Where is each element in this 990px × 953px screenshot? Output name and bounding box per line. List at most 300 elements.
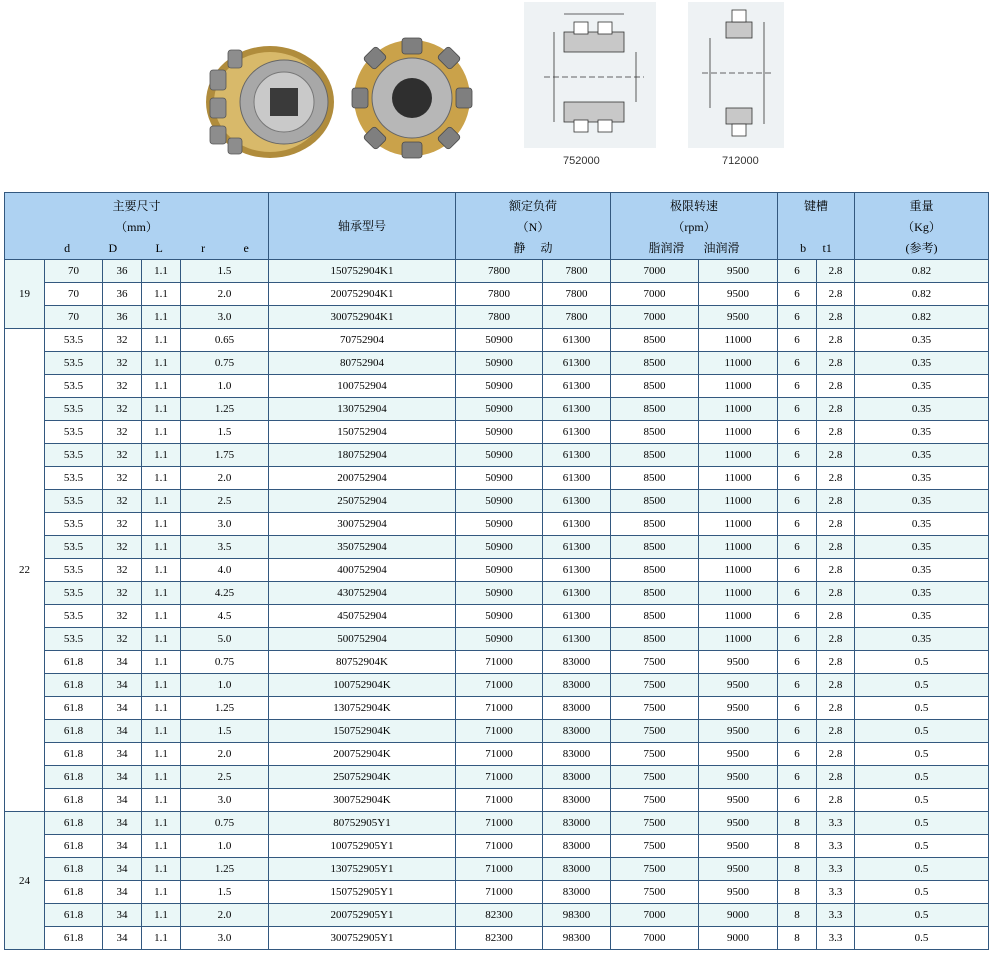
table-row	[5, 720, 989, 743]
cell-static-load: 71000	[456, 881, 543, 904]
cell-D: 61.8	[45, 789, 103, 812]
cell-L: 32	[103, 513, 142, 536]
cell-D: 61.8	[45, 743, 103, 766]
cell-key-b: 6	[778, 559, 817, 582]
cell-oil-speed: 9500	[699, 651, 778, 674]
cell-r: 1.1	[142, 881, 181, 904]
cell-oil-speed: 11000	[699, 513, 778, 536]
cell-r: 1.1	[142, 536, 181, 559]
cell-dynamic-load: 83000	[543, 651, 611, 674]
cell-grease-speed: 7500	[611, 881, 699, 904]
header-col-static: 静	[513, 241, 526, 255]
header-col-dynamic: 动	[540, 241, 553, 255]
cell-static-load: 7800	[456, 306, 543, 329]
cell-e: 1.5	[181, 720, 269, 743]
cell-e: 1.5	[181, 421, 269, 444]
table-row	[5, 927, 989, 950]
cell-D: 61.8	[45, 812, 103, 835]
cell-dynamic-load: 61300	[543, 628, 611, 651]
cell-weight: 0.35	[855, 467, 989, 490]
cell-grease-speed: 7500	[611, 720, 699, 743]
cell-weight: 0.35	[855, 352, 989, 375]
cell-oil-speed: 11000	[699, 605, 778, 628]
header-model	[269, 193, 456, 260]
cell-key-b: 8	[778, 812, 817, 835]
cell-model: 130752904	[269, 398, 456, 421]
cell-D: 53.5	[45, 329, 103, 352]
cell-key-t1: 2.8	[817, 536, 855, 559]
cell-model: 150752904K	[269, 720, 456, 743]
cell-key-t1: 2.8	[817, 789, 855, 812]
cell-key-b: 8	[778, 927, 817, 950]
cell-oil-speed: 9500	[699, 789, 778, 812]
cell-oil-speed: 11000	[699, 398, 778, 421]
cell-oil-speed: 9500	[699, 697, 778, 720]
cell-D: 53.5	[45, 536, 103, 559]
cell-oil-speed: 9000	[699, 927, 778, 950]
cell-L: 32	[103, 329, 142, 352]
cell-model: 130752904K	[269, 697, 456, 720]
cell-e: 1.0	[181, 375, 269, 398]
cell-L: 32	[103, 375, 142, 398]
cell-r: 1.1	[142, 766, 181, 789]
cell-key-t1: 2.8	[817, 513, 855, 536]
header-load-unit: （N）	[516, 220, 550, 234]
cell-e: 2.0	[181, 904, 269, 927]
table-row	[5, 329, 989, 352]
cell-static-load: 50900	[456, 605, 543, 628]
cell-e: 4.5	[181, 605, 269, 628]
table-row	[5, 881, 989, 904]
cell-model: 200752904	[269, 467, 456, 490]
cell-model: 100752905Y1	[269, 835, 456, 858]
cell-model: 150752904	[269, 421, 456, 444]
cell-model: 250752904K	[269, 766, 456, 789]
table-row	[5, 766, 989, 789]
cell-D: 61.8	[45, 720, 103, 743]
table-row	[5, 835, 989, 858]
cell-model: 150752905Y1	[269, 881, 456, 904]
cell-static-load: 50900	[456, 375, 543, 398]
table-row	[5, 444, 989, 467]
cell-grease-speed: 7500	[611, 835, 699, 858]
cell-model: 150752904K1	[269, 260, 456, 283]
cell-oil-speed: 11000	[699, 536, 778, 559]
cell-D: 61.8	[45, 835, 103, 858]
header-col-grease: 脂润滑	[648, 241, 685, 255]
cell-L: 34	[103, 651, 142, 674]
cell-e: 3.0	[181, 789, 269, 812]
cell-key-b: 8	[778, 904, 817, 927]
cell-r: 1.1	[142, 858, 181, 881]
cell-static-load: 50900	[456, 421, 543, 444]
cell-key-t1: 2.8	[817, 605, 855, 628]
cell-L: 34	[103, 743, 142, 766]
cell-D: 53.5	[45, 605, 103, 628]
cell-grease-speed: 8500	[611, 605, 699, 628]
cell-r: 1.1	[142, 651, 181, 674]
cell-weight: 0.35	[855, 398, 989, 421]
cell-oil-speed: 9500	[699, 306, 778, 329]
cell-static-load: 71000	[456, 858, 543, 881]
cell-static-load: 7800	[456, 260, 543, 283]
cell-e: 3.5	[181, 536, 269, 559]
cell-weight: 0.35	[855, 628, 989, 651]
header-col-t1: t1	[822, 241, 832, 255]
cell-D: 61.8	[45, 674, 103, 697]
cell-L: 32	[103, 582, 142, 605]
cell-L: 32	[103, 398, 142, 421]
table-row	[5, 605, 989, 628]
cell-model: 70752904	[269, 329, 456, 352]
cell-r: 1.1	[142, 720, 181, 743]
cell-r: 1.1	[142, 697, 181, 720]
cell-key-t1: 3.3	[817, 858, 855, 881]
cell-grease-speed: 8500	[611, 536, 699, 559]
cell-dynamic-load: 61300	[543, 352, 611, 375]
cell-r: 1.1	[142, 513, 181, 536]
cell-r: 1.1	[142, 927, 181, 950]
cell-key-t1: 2.8	[817, 559, 855, 582]
cell-e: 3.0	[181, 513, 269, 536]
cell-oil-speed: 11000	[699, 467, 778, 490]
cell-model: 100752904	[269, 375, 456, 398]
table-row	[5, 283, 989, 306]
cell-model: 450752904	[269, 605, 456, 628]
cell-static-load: 50900	[456, 582, 543, 605]
table-row	[5, 743, 989, 766]
cell-weight: 0.82	[855, 306, 989, 329]
cell-e: 0.75	[181, 651, 269, 674]
cell-grease-speed: 7000	[611, 260, 699, 283]
cell-r: 1.1	[142, 398, 181, 421]
cell-r: 1.1	[142, 329, 181, 352]
cell-grease-speed: 7000	[611, 927, 699, 950]
cell-key-b: 8	[778, 835, 817, 858]
cell-grease-speed: 8500	[611, 444, 699, 467]
cell-e: 0.75	[181, 812, 269, 835]
cell-static-load: 71000	[456, 720, 543, 743]
header-load	[456, 193, 611, 260]
cell-grease-speed: 8500	[611, 513, 699, 536]
cell-r: 1.1	[142, 375, 181, 398]
cell-oil-speed: 11000	[699, 490, 778, 513]
table-row	[5, 421, 989, 444]
cell-key-b: 8	[778, 858, 817, 881]
cell-L: 32	[103, 536, 142, 559]
cell-weight: 0.5	[855, 697, 989, 720]
cell-dynamic-load: 61300	[543, 467, 611, 490]
cell-oil-speed: 11000	[699, 559, 778, 582]
cell-oil-speed: 9500	[699, 881, 778, 904]
cell-r: 1.1	[142, 444, 181, 467]
cell-dynamic-load: 61300	[543, 559, 611, 582]
header-dims-title: 主要尺寸	[112, 199, 161, 213]
cell-static-load: 71000	[456, 674, 543, 697]
cell-r: 1.1	[142, 467, 181, 490]
cell-r: 1.1	[142, 283, 181, 306]
cell-key-t1: 2.8	[817, 375, 855, 398]
cell-key-b: 6	[778, 375, 817, 398]
cell-weight: 0.35	[855, 582, 989, 605]
cell-r: 1.1	[142, 812, 181, 835]
cell-model: 200752904K1	[269, 283, 456, 306]
cell-key-t1: 2.8	[817, 398, 855, 421]
cell-dynamic-load: 7800	[543, 283, 611, 306]
cell-D: 70	[45, 260, 103, 283]
cell-D: 53.5	[45, 582, 103, 605]
cell-grease-speed: 8500	[611, 329, 699, 352]
cell-e: 1.25	[181, 858, 269, 881]
cell-key-b: 8	[778, 881, 817, 904]
cell-e: 4.25	[181, 582, 269, 605]
cell-static-load: 71000	[456, 743, 543, 766]
cell-L: 34	[103, 881, 142, 904]
cell-key-t1: 2.8	[817, 628, 855, 651]
cell-key-b: 6	[778, 766, 817, 789]
table-row	[5, 490, 989, 513]
cell-key-b: 6	[778, 306, 817, 329]
cell-r: 1.1	[142, 582, 181, 605]
cell-key-t1: 2.8	[817, 444, 855, 467]
cell-dynamic-load: 61300	[543, 329, 611, 352]
header-col-D: D	[108, 241, 118, 255]
cell-key-t1: 3.3	[817, 927, 855, 950]
cell-L: 34	[103, 766, 142, 789]
table-row	[5, 697, 989, 720]
cell-D: 53.5	[45, 513, 103, 536]
cell-model: 300752904K	[269, 789, 456, 812]
cell-static-load: 50900	[456, 398, 543, 421]
cell-key-b: 6	[778, 582, 817, 605]
cell-dynamic-load: 83000	[543, 835, 611, 858]
cell-dynamic-load: 83000	[543, 720, 611, 743]
cell-oil-speed: 11000	[699, 444, 778, 467]
cell-weight: 0.35	[855, 536, 989, 559]
cell-grease-speed: 7500	[611, 766, 699, 789]
table-row	[5, 536, 989, 559]
cell-e: 1.0	[181, 674, 269, 697]
cell-grease-speed: 8500	[611, 398, 699, 421]
cell-key-b: 6	[778, 789, 817, 812]
cell-model: 350752904	[269, 536, 456, 559]
cell-key-t1: 2.8	[817, 329, 855, 352]
cell-oil-speed: 11000	[699, 352, 778, 375]
cell-weight: 0.5	[855, 858, 989, 881]
cell-static-load: 71000	[456, 651, 543, 674]
cell-weight: 0.5	[855, 835, 989, 858]
cell-dynamic-load: 61300	[543, 375, 611, 398]
cell-weight: 0.5	[855, 927, 989, 950]
cell-key-b: 6	[778, 697, 817, 720]
header-weight-title: 重量	[909, 199, 934, 213]
cell-model: 250752904	[269, 490, 456, 513]
cell-grease-speed: 7000	[611, 283, 699, 306]
cell-weight: 0.5	[855, 720, 989, 743]
cell-D: 61.8	[45, 697, 103, 720]
cell-e: 3.0	[181, 306, 269, 329]
cell-static-load: 50900	[456, 628, 543, 651]
cell-r: 1.1	[142, 674, 181, 697]
drawing-caption-752000: 752000	[563, 155, 600, 167]
cell-key-t1: 2.8	[817, 306, 855, 329]
cell-key-t1: 2.8	[817, 352, 855, 375]
header-dims	[5, 193, 269, 260]
cell-r: 1.1	[142, 352, 181, 375]
cell-oil-speed: 9500	[699, 283, 778, 306]
cell-oil-speed: 9000	[699, 904, 778, 927]
bearing-photo-side	[200, 40, 340, 160]
cell-key-t1: 2.8	[817, 720, 855, 743]
cell-model: 130752905Y1	[269, 858, 456, 881]
cell-key-t1: 2.8	[817, 651, 855, 674]
cell-static-load: 71000	[456, 789, 543, 812]
cell-weight: 0.35	[855, 329, 989, 352]
table-row	[5, 260, 989, 283]
cell-oil-speed: 9500	[699, 835, 778, 858]
cell-key-t1: 3.3	[817, 881, 855, 904]
cell-oil-speed: 11000	[699, 421, 778, 444]
cell-model: 300752905Y1	[269, 927, 456, 950]
cell-key-t1: 2.8	[817, 260, 855, 283]
cell-weight: 0.35	[855, 444, 989, 467]
cell-key-t1: 2.8	[817, 582, 855, 605]
header-key	[778, 193, 855, 260]
cell-L: 34	[103, 812, 142, 835]
cell-L: 34	[103, 789, 142, 812]
cell-grease-speed: 7000	[611, 904, 699, 927]
cell-static-load: 50900	[456, 352, 543, 375]
cell-D: 61.8	[45, 651, 103, 674]
cell-L: 36	[103, 260, 142, 283]
cell-model: 200752905Y1	[269, 904, 456, 927]
cell-grease-speed: 8500	[611, 421, 699, 444]
cell-weight: 0.35	[855, 605, 989, 628]
cell-oil-speed: 9500	[699, 674, 778, 697]
cell-r: 1.1	[142, 605, 181, 628]
cell-model: 80752904	[269, 352, 456, 375]
cell-static-load: 71000	[456, 766, 543, 789]
header-speed-title: 极限转速	[669, 199, 718, 213]
group-label: 22	[5, 329, 45, 812]
cell-static-load: 50900	[456, 513, 543, 536]
cell-D: 53.5	[45, 490, 103, 513]
cell-D: 53.5	[45, 398, 103, 421]
cell-dynamic-load: 61300	[543, 513, 611, 536]
cell-e: 0.75	[181, 352, 269, 375]
cell-weight: 0.82	[855, 283, 989, 306]
cell-D: 70	[45, 283, 103, 306]
cell-key-t1: 3.3	[817, 835, 855, 858]
cell-dynamic-load: 83000	[543, 858, 611, 881]
cell-e: 5.0	[181, 628, 269, 651]
cell-e: 1.25	[181, 398, 269, 421]
cell-key-b: 6	[778, 536, 817, 559]
cell-weight: 0.5	[855, 904, 989, 927]
header-col-b: b	[800, 241, 807, 255]
cell-static-load: 82300	[456, 904, 543, 927]
cell-D: 61.8	[45, 927, 103, 950]
cell-grease-speed: 7500	[611, 651, 699, 674]
cell-dynamic-load: 61300	[543, 536, 611, 559]
cell-dynamic-load: 83000	[543, 789, 611, 812]
cell-model: 400752904	[269, 559, 456, 582]
cell-key-b: 6	[778, 260, 817, 283]
header-load-title: 额定负荷	[508, 199, 557, 213]
cell-L: 32	[103, 605, 142, 628]
cell-oil-speed: 9500	[699, 858, 778, 881]
cell-key-b: 6	[778, 352, 817, 375]
cell-key-t1: 2.8	[817, 766, 855, 789]
cell-weight: 0.5	[855, 743, 989, 766]
cell-oil-speed: 11000	[699, 329, 778, 352]
cell-grease-speed: 8500	[611, 467, 699, 490]
cell-dynamic-load: 7800	[543, 260, 611, 283]
cell-e: 1.0	[181, 835, 269, 858]
cell-oil-speed: 9500	[699, 720, 778, 743]
table-row	[5, 352, 989, 375]
cell-grease-speed: 8500	[611, 490, 699, 513]
cell-weight: 0.5	[855, 766, 989, 789]
cell-static-load: 50900	[456, 329, 543, 352]
bearing-spec-table	[4, 192, 989, 950]
cell-model: 300752904	[269, 513, 456, 536]
cell-dynamic-load: 98300	[543, 904, 611, 927]
cell-L: 36	[103, 283, 142, 306]
cell-static-load: 71000	[456, 812, 543, 835]
cell-D: 53.5	[45, 444, 103, 467]
cell-model: 80752904K	[269, 651, 456, 674]
cell-e: 2.0	[181, 743, 269, 766]
cell-weight: 0.35	[855, 490, 989, 513]
cell-key-b: 6	[778, 628, 817, 651]
cell-grease-speed: 7500	[611, 697, 699, 720]
header-col-e: e	[243, 241, 249, 255]
cell-L: 36	[103, 306, 142, 329]
cell-grease-speed: 7500	[611, 812, 699, 835]
table-row	[5, 513, 989, 536]
cell-static-load: 71000	[456, 835, 543, 858]
cell-L: 34	[103, 904, 142, 927]
cell-e: 1.5	[181, 260, 269, 283]
cell-D: 70	[45, 306, 103, 329]
cell-dynamic-load: 83000	[543, 766, 611, 789]
cell-oil-speed: 11000	[699, 375, 778, 398]
header-col-r: r	[201, 241, 206, 255]
cell-oil-speed: 9500	[699, 812, 778, 835]
drawing-752000	[524, 2, 656, 148]
cell-static-load: 50900	[456, 490, 543, 513]
cell-e: 0.65	[181, 329, 269, 352]
cell-key-t1: 3.3	[817, 904, 855, 927]
cell-D: 53.5	[45, 467, 103, 490]
cell-D: 53.5	[45, 421, 103, 444]
cell-static-load: 82300	[456, 927, 543, 950]
cell-L: 34	[103, 927, 142, 950]
cell-grease-speed: 7500	[611, 743, 699, 766]
cell-dynamic-load: 83000	[543, 812, 611, 835]
table-row	[5, 582, 989, 605]
cell-static-load: 50900	[456, 536, 543, 559]
cell-r: 1.1	[142, 628, 181, 651]
cell-r: 1.1	[142, 835, 181, 858]
drawing-712000	[688, 2, 784, 148]
cell-grease-speed: 8500	[611, 582, 699, 605]
cell-dynamic-load: 7800	[543, 306, 611, 329]
cell-model: 180752904	[269, 444, 456, 467]
cell-key-t1: 2.8	[817, 421, 855, 444]
table-row	[5, 651, 989, 674]
